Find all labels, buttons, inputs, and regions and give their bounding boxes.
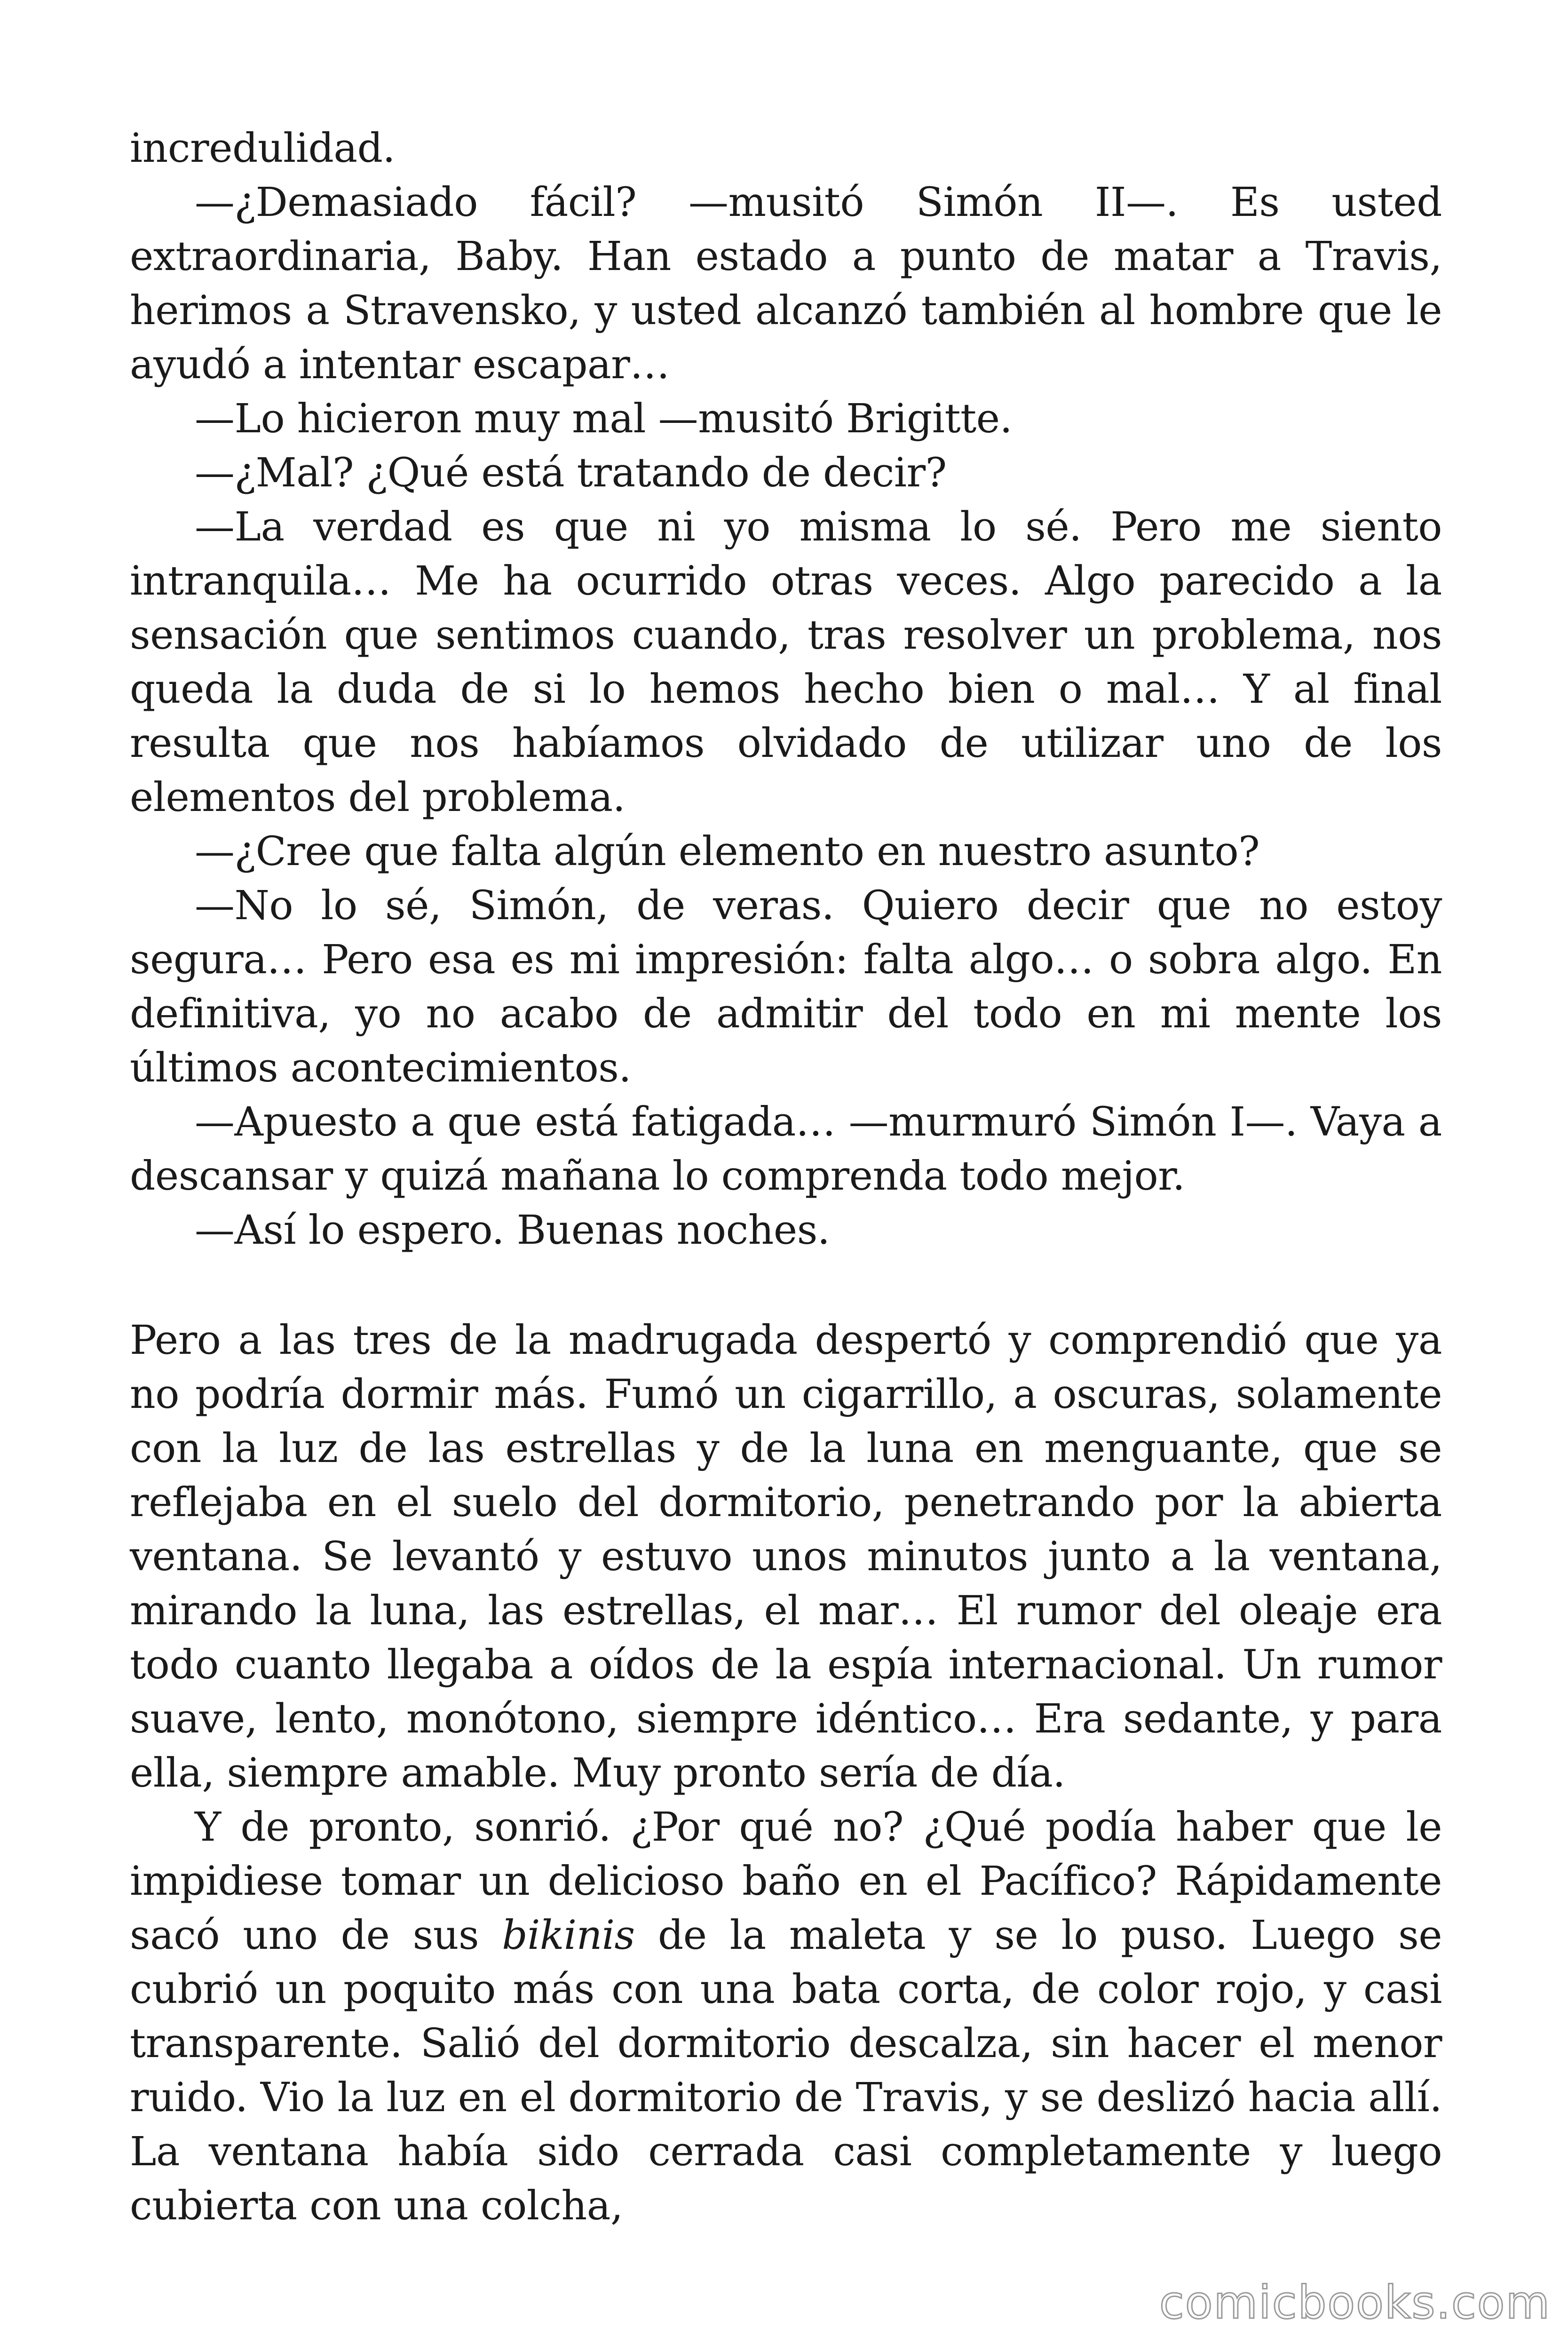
paragraph: —Así lo espero. Buenas noches.	[195, 1207, 830, 1254]
paragraph: —Lo hicieron muy mal —musitó Brigitte.	[195, 396, 1013, 442]
paragraph: incredulidad.	[130, 125, 396, 172]
paragraph: Pero a las tres de la madrugada despertó y comprendió que ya no podría dormir más. Fumó un cigarrillo, a oscuras, solamente con la luz de las estrellas y de la luna en menguante, que se reflejaba en el suelo del dormitorio, penetrando por la abierta ventana. Se levantó y estuvo unos minutos junto a la ventana, mirando la luna, las estrellas, el mar… El rumor del oleaje era todo cuanto llegaba a oídos de la espía internacional. Un rumor suave, lento, monótono, siempre idéntico… Era sedante, y para ella, siempre amable. Muy pronto sería de día.	[130, 1317, 1442, 1796]
paragraph: —La verdad es que ni yo misma lo sé. Pero me siento intranquila… Me ha ocurrido otras veces. Algo parecido a la sensación que sentimos cuando, tras resolver un problema, nos queda la duda de si lo hemos hecho bien o mal… Y al final resulta que nos habíamos olvidado de utilizar uno de los elementos del problema.	[130, 504, 1442, 821]
paragraph: —Apuesto a que está fatigada… —murmuró Simón I—. Vaya a descansar y quizá mañana lo comprenda todo mejor.	[130, 1099, 1442, 1200]
paragraph-text: de la maleta y se lo puso. Luego se cubrió un poquito más con una bata corta, de color rojo, y casi transparente. Salió del dormitorio descalza, sin hacer el menor ruido. Vio la luz en el dormitorio de Travis, y se deslizó hacia allí. La ventana había sido cerrada casi completamente y luego cubierta con una colcha,	[130, 1912, 1442, 2229]
paragraph: —¿Mal? ¿Qué está tratando de decir?	[195, 450, 947, 496]
book-page-text	[130, 121, 1442, 2233]
paragraph	[130, 1800, 1442, 2233]
watermark: comicbooks.com	[1159, 2276, 1551, 2329]
paragraph-text: Y de pronto, sonrió. ¿Por qué no? ¿Qué podía haber que le impidiese tomar un delicioso baño en el Pacífico? Rápidamente sacó uno de sus	[130, 1804, 1442, 1959]
italic-word: bikinis	[502, 1912, 635, 1959]
paragraph: —¿Cree que falta algún elemento en nuestro asunto?	[195, 828, 1260, 875]
paragraph: —¿Demasiado fácil? —musitó Simón II—. Es usted extraordinaria, Baby. Han estado a punto de matar a Travis, herimos a Stravensko, y usted alcanzó también al hombre que le ayudó a intentar escapar…	[130, 179, 1442, 388]
paragraph: —No lo sé, Simón, de veras. Quiero decir que no estoy segura… Pero esa es mi impresión: falta algo… o sobra algo. En definitiva, yo no acabo de admitir del todo en mi mente los últimos acontecimientos.	[130, 882, 1442, 1091]
